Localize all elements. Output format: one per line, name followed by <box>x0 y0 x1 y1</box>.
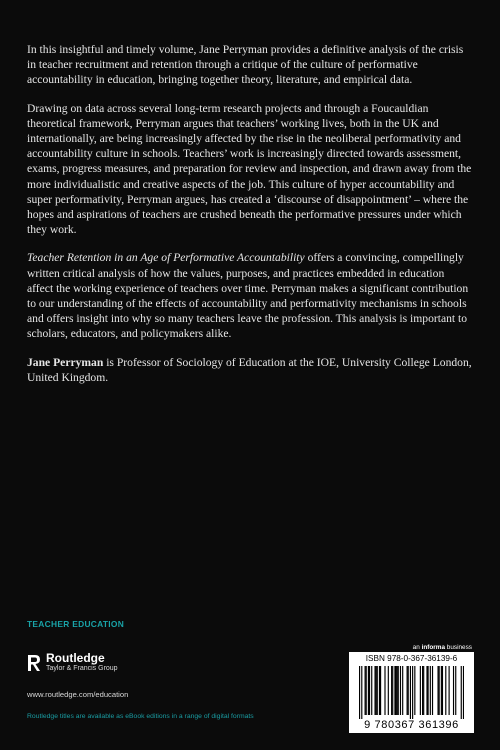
informa-business-tag <box>413 644 472 651</box>
blurb-paragraph-1: In this insightful and timely volume, Jane Perryman provides a definitive analysis of the crisis in teacher recruitment and retention through a critique of the culture of performative accountability in education, bringing together theory, literature, and empirical data. <box>27 43 464 87</box>
barcode-bar <box>369 666 370 715</box>
barcode-bar <box>380 666 381 715</box>
barcode-bar <box>361 666 362 719</box>
barcode-bar <box>412 666 413 719</box>
barcode-bar <box>453 666 454 715</box>
barcode-bar <box>359 666 360 719</box>
series-label: TEACHER EDUCATION <box>27 619 125 629</box>
barcode-bar <box>463 666 464 719</box>
barcode-bar <box>392 666 393 715</box>
barcode-bar <box>400 666 401 715</box>
barcode-bar <box>377 666 378 715</box>
barcode-bar <box>437 666 438 715</box>
informa-brand: informa <box>421 644 445 651</box>
barcode-bar <box>395 666 396 715</box>
barcode-bar <box>420 666 421 715</box>
routledge-r-icon <box>27 654 41 672</box>
blurb-paragraph-3 <box>27 250 473 341</box>
publisher-group: Taylor & Francis Group <box>46 665 118 672</box>
barcode-bar <box>426 666 427 715</box>
informa-suffix: business <box>445 644 472 651</box>
barcode-bar <box>368 666 369 715</box>
barcode-bar <box>374 666 375 715</box>
barcode-bar <box>414 666 415 715</box>
blurb-paragraph-2: Drawing on data across several long-term research projects and through a Foucauldian theoretical framework, Perryman argues that teachers’ working lives, both in the UK and internationally, are being increasingly affected by the rise in the neoliberal performativity and accountability culture in schools. Teachers’ work is increasingly directed towards assessment, exams, progress measures, and preparation for review and inspection, and drawn away from the more individualistic and creative aspects of the job. This culture of hyper accountability and super performativity, Perryman argues, has created a ‘discourse of disappointment’ – where the hopes and aspirations of teachers are crushed beneath the performative pressures under which they work. <box>27 101 472 237</box>
barcode-bar <box>422 666 423 715</box>
barcode-bar <box>366 666 367 715</box>
barcode-bar <box>384 666 385 715</box>
author-name: Jane Perryman <box>27 355 104 369</box>
book-title-italic: Teacher Retention in an Age of Performative Accountability <box>27 251 305 265</box>
barcode-bars <box>359 666 464 719</box>
barcode-bar <box>388 666 389 715</box>
barcode-bar <box>407 666 408 715</box>
barcode-bar <box>439 666 440 715</box>
isbn-label: ISBN 978-0-367-36139-6 <box>365 654 458 663</box>
barcode-bar <box>365 666 366 715</box>
barcode-bar <box>371 666 372 715</box>
back-cover-blurb <box>27 42 473 398</box>
barcode-bar <box>449 666 450 715</box>
barcode-bar <box>428 666 429 715</box>
barcode-bar <box>379 666 380 715</box>
barcode-bar <box>461 666 462 719</box>
barcode-bar <box>442 666 443 715</box>
barcode-bar <box>441 666 442 715</box>
barcode-bar <box>423 666 424 715</box>
barcode-bar <box>398 666 399 715</box>
barcode-bar <box>408 666 409 715</box>
ebook-note: Routledge titles are available as eBook editions in a range of digital formats <box>27 713 254 720</box>
barcode-bar <box>391 666 392 715</box>
isbn-barcode <box>349 652 474 733</box>
barcode-bar <box>394 666 395 715</box>
barcode-bar <box>397 666 398 715</box>
blurb-paragraph-3-text: offers a convincing, compellingly written critical analysis of how the values, purposes, and practices embedded in education affect the working experience of teachers over time. Perryman makes a significant contribution to our understanding of the effects of accountability and performativity mechanisms in schools and offers insight into why so many teachers leave the profession. This analysis is important to scholars, educators, and policymakers alike. <box>27 251 469 341</box>
barcode-bar <box>432 666 433 715</box>
barcode-bar <box>402 666 403 715</box>
barcode-bar <box>430 666 431 715</box>
barcode-bar <box>410 666 411 719</box>
barcode-bar <box>455 666 456 715</box>
informa-prefix: an <box>412 644 422 651</box>
author-bio-text: is Professor of Sociology of Education at the IOE, University College London, United Kingdom. <box>27 355 472 384</box>
isbn-digits: 9 780367 361396 <box>364 719 459 731</box>
barcode-bar <box>376 666 377 715</box>
barcode-bar <box>445 666 446 715</box>
author-bio <box>27 355 473 385</box>
publisher-website: www.routledge.com/education <box>27 690 129 699</box>
publisher-logo <box>27 652 118 673</box>
publisher-name: Routledge <box>46 651 105 665</box>
